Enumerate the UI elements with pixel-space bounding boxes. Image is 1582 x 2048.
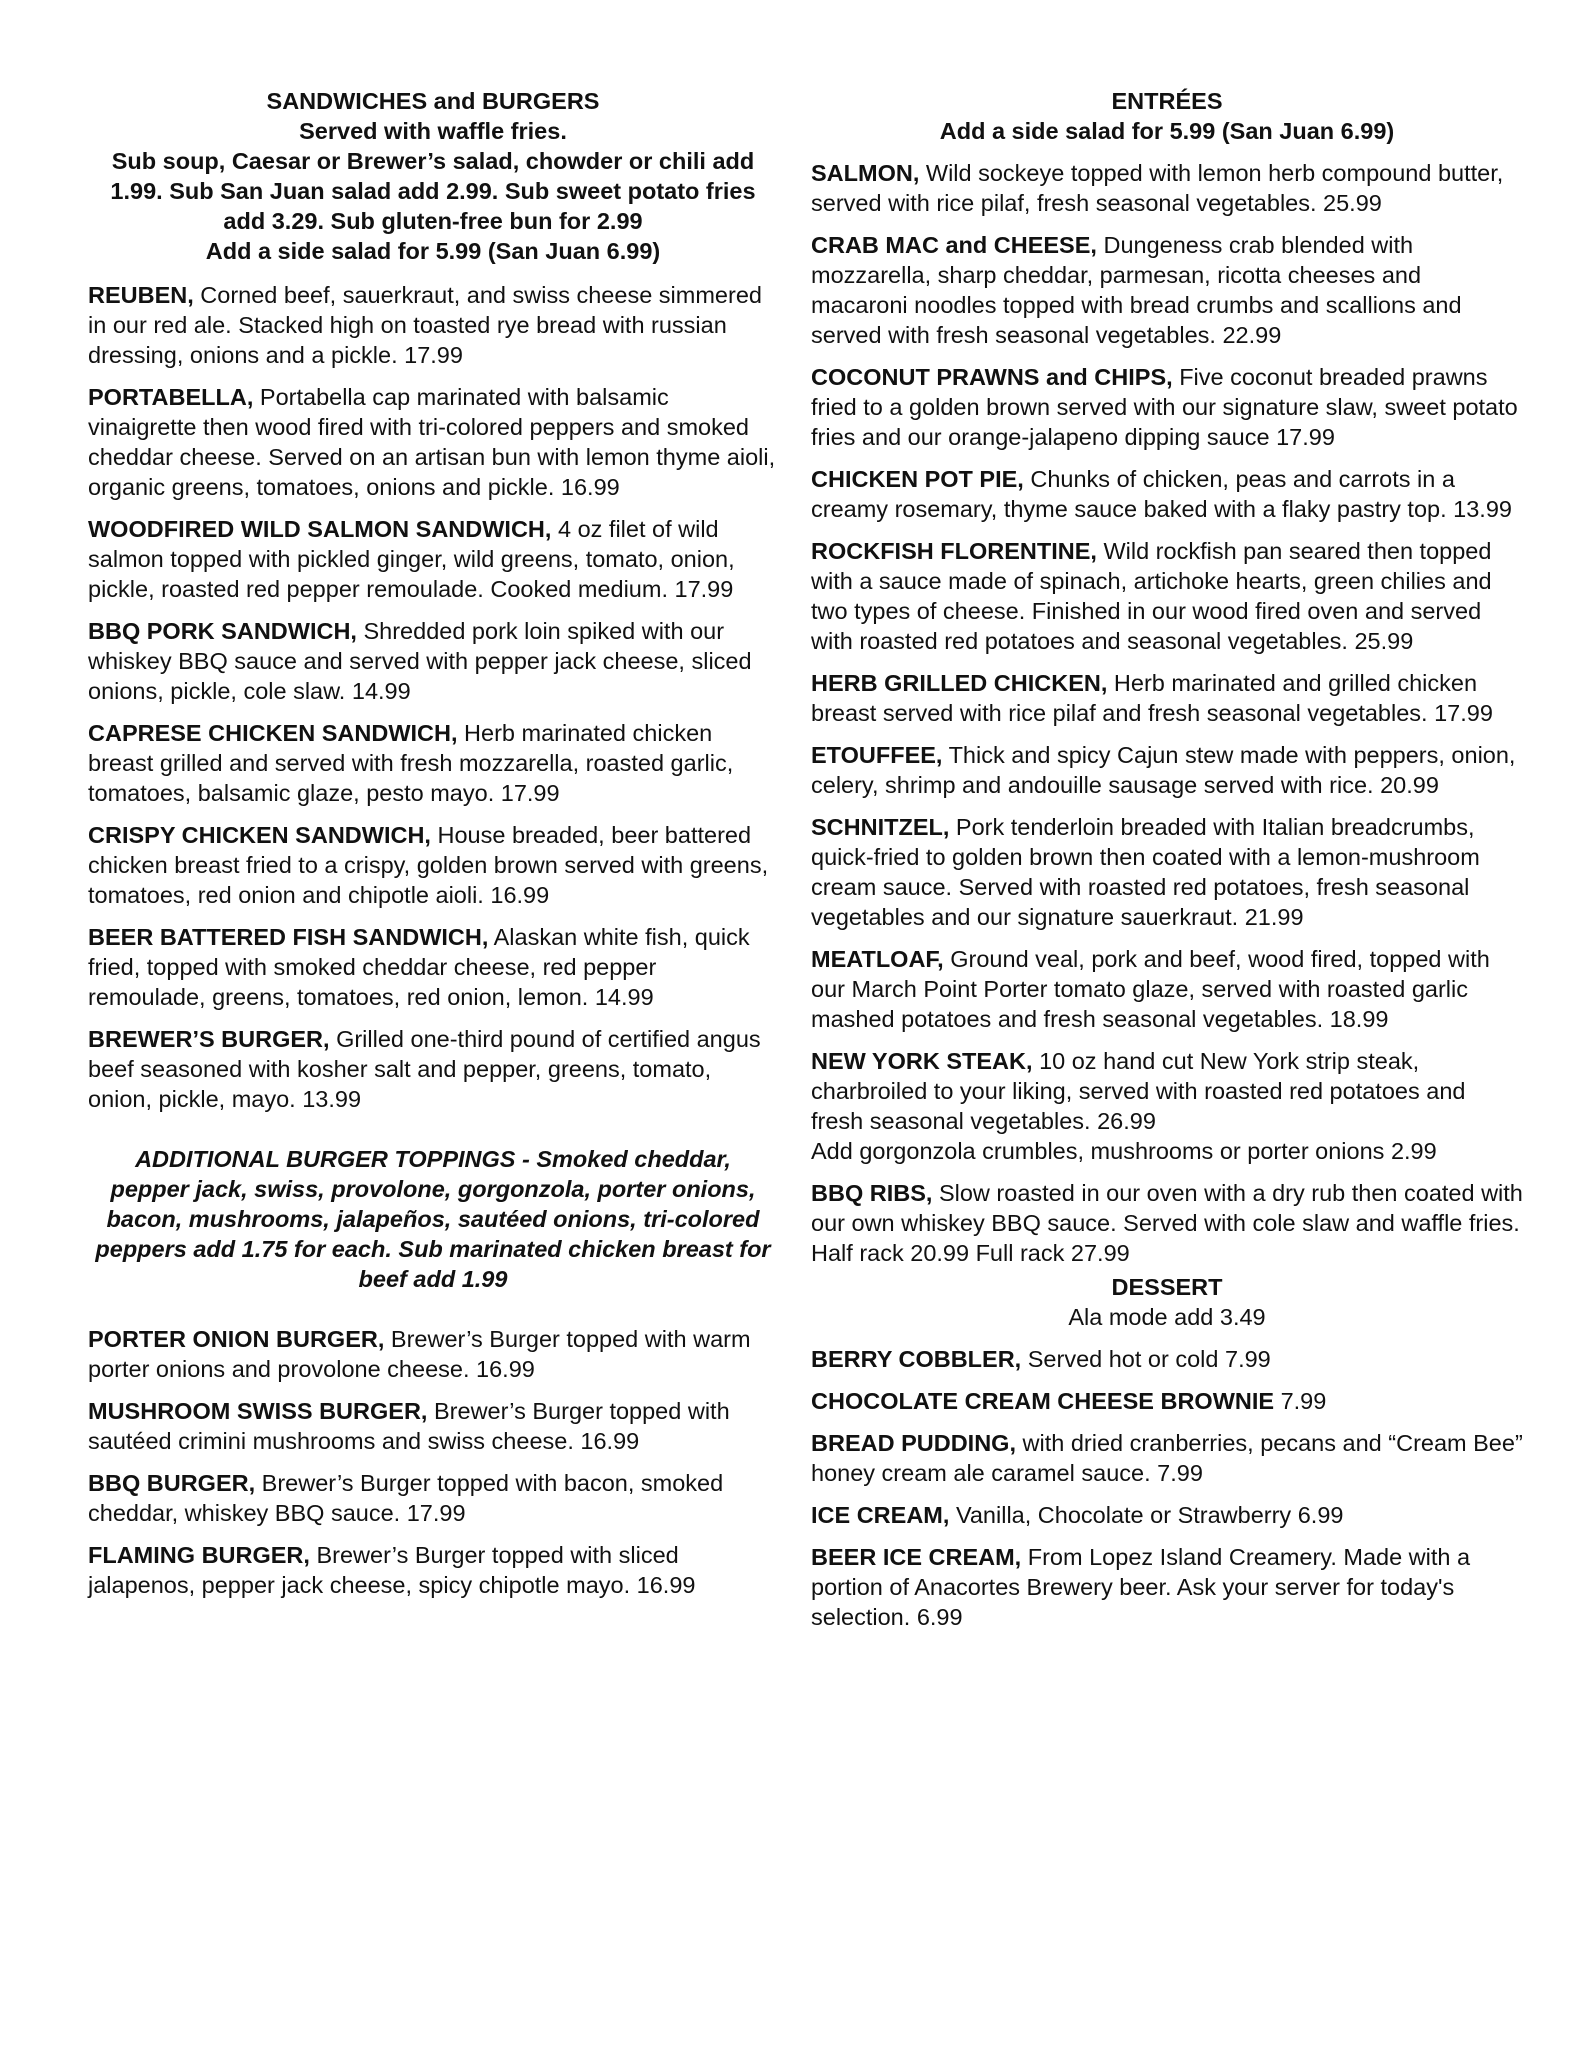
item-desc: Brewer’s Burger topped with sliced jalapenos, pepper jack cheese, spicy chipotle mayo. — [88, 1542, 679, 1598]
item-desc: Five coconut breaded prawns fried to a golden brown served with our signature slaw, sweet potato fries and our orange-jalapeno dipping sauce — [811, 364, 1518, 450]
item-desc: Wild rockfish pan seared then topped with a sauce made of spinach, artichoke hearts, green chilies and two types of cheese. Finished in our wood fired oven and served with roasted red potatoes and seasonal vegetables. — [811, 538, 1492, 654]
menu-item-caprese-chicken — [88, 718, 778, 808]
item-price: 17.99 — [404, 342, 463, 368]
item-desc: Thick and spicy Cajun stew made with peppers, onion, celery, shrimp and andouille sausage served with rice. — [811, 742, 1516, 798]
item-price: 17.99 — [1434, 700, 1493, 726]
item-desc: 4 oz filet of wild salmon topped with pickled ginger, wild greens, tomato, onion, pickle, roasted red pepper remoulade. Cooked medium. — [88, 516, 735, 602]
item-price: 13.99 — [302, 1086, 362, 1112]
sandwiches-side-salad: Add a side salad for 5.99 (San Juan 6.99) — [205, 238, 661, 264]
menu-item-flaming-burger — [88, 1540, 778, 1600]
item-name: BEER BATTERED FISH SANDWICH, — [88, 924, 489, 950]
item-name: PORTER ONION BURGER, — [88, 1326, 385, 1352]
item-name: MUSHROOM SWISS BURGER, — [88, 1398, 428, 1424]
item-name: BREAD PUDDING, — [811, 1430, 1016, 1456]
item-desc: Herb marinated and grilled chicken breast served with rice pilaf and fresh seasonal vegetables. — [811, 670, 1478, 726]
sandwiches-title: SANDWICHES and BURGERS — [266, 88, 600, 114]
item-name: CHOCOLATE CREAM CHEESE BROWNIE — [811, 1388, 1275, 1414]
sandwiches-served-with: Served with waffle fries. — [299, 118, 567, 144]
item-name: CRAB MAC and CHEESE, — [811, 232, 1097, 258]
item-price: 6.99 — [916, 1604, 963, 1630]
menu-item-etouffee — [811, 740, 1523, 800]
menu-item-crab-mac — [811, 230, 1523, 350]
item-name: NEW YORK STEAK, — [811, 1048, 1033, 1074]
burger-toppings-note: ADDITIONAL BURGER TOPPINGS - Smoked cheddar, pepper jack, swiss, provolone, gorgonzola, porter onions, bacon, mushrooms, jalapeños, sautéed onions, tri-colored peppers add 1.75 for each. Sub marinated chicken breast for beef add 1.99 — [95, 1146, 771, 1292]
sandwiches-substitutions: Sub soup, Caesar or Brewer’s salad, chowder or chili add 1.99. Sub San Juan salad add 2.99. Sub sweet potato fries add 3.29. Sub gluten-free bun for 2.99 — [110, 148, 756, 234]
sandwiches-column — [88, 86, 778, 1600]
item-desc: Grilled one-third pound of certified angus beef seasoned with kosher salt and pepper, greens, tomato, onion, pickle, mayo. — [88, 1026, 761, 1112]
item-desc: Dungeness crab blended with mozzarella, sharp cheddar, parmesan, ricotta cheeses and macaroni noodles topped with bread crumbs and scallions and served with fresh seasonal vegetables. — [811, 232, 1462, 348]
menu-item-coconut-prawns — [811, 362, 1523, 452]
burger-list — [88, 1324, 778, 1600]
menu-item-rockfish-florentine — [811, 536, 1523, 656]
item-name: ETOUFFEE, — [811, 742, 943, 768]
item-name: BBQ RIBS, — [811, 1180, 933, 1206]
item-price: 17.99 — [674, 576, 734, 602]
item-name: FLAMING BURGER, — [88, 1542, 310, 1568]
entrees-side-salad: Add a side salad for 5.99 (San Juan 6.99) — [939, 118, 1395, 144]
item-desc: House breaded, beer battered chicken breast fried to a crispy, golden brown served with greens, tomatoes, red onion and chipotle aioli. — [88, 822, 769, 908]
menu-item-bbq-pork — [88, 616, 778, 706]
item-price: 16.99 — [560, 474, 620, 500]
item-desc: Pork tenderloin breaded with Italian breadcrumbs, quick-fried to golden brown then coated with a lemon-mushroom cream sauce. Served with roasted red potatoes, fresh seasonal vegetables and our signature sauerkraut. — [811, 814, 1480, 930]
menu-item-mushroom-swiss-burger — [88, 1396, 778, 1456]
item-name: REUBEN, — [88, 282, 194, 308]
item-desc: Served hot or cold — [1027, 1346, 1219, 1372]
item-name: ROCKFISH FLORENTINE, — [811, 538, 1097, 564]
entrees-header — [811, 86, 1523, 146]
item-price: 7.99 — [1225, 1346, 1271, 1372]
item-price: 6.99 — [1297, 1502, 1344, 1528]
item-name: BREWER’S BURGER, — [88, 1026, 330, 1052]
item-name: CHICKEN POT PIE, — [811, 466, 1024, 492]
item-desc: 10 oz hand cut New York strip steak, charbroiled to your liking, served with roasted red potatoes and fresh seasonal vegetables. — [811, 1048, 1466, 1134]
item-price: 16.99 — [490, 882, 550, 908]
entree-list — [811, 158, 1523, 1268]
menu-item-salmon-sandwich — [88, 514, 778, 604]
menu-item-berry-cobbler — [811, 1344, 1523, 1374]
item-name: WOODFIRED WILD SALMON SANDWICH, — [88, 516, 552, 542]
item-price: 20.99 — [1380, 772, 1439, 798]
item-desc: Brewer’s Burger topped with warm porter onions and provolone cheese. — [88, 1326, 751, 1382]
item-desc: Wild sockeye topped with lemon herb compound butter, served with rice pilaf, fresh seasonal vegetables. — [811, 160, 1504, 216]
item-price: 25.99 — [1323, 190, 1382, 216]
menu-item-fish-sandwich — [88, 922, 778, 1012]
menu-item-herb-grilled-chicken — [811, 668, 1523, 728]
item-desc: Herb marinated chicken breast grilled and served with fresh mozzarella, roasted garlic, tomatoes, balsamic glaze, pesto mayo. — [88, 720, 734, 806]
sandwich-list — [88, 280, 778, 1114]
item-name: CRISPY CHICKEN SANDWICH, — [88, 822, 431, 848]
item-name: HERB GRILLED CHICKEN, — [811, 670, 1108, 696]
dessert-section — [811, 1272, 1523, 1632]
item-price: 16.99 — [636, 1572, 696, 1598]
item-price: 22.99 — [1222, 322, 1282, 348]
item-price: 7.99 — [1280, 1388, 1327, 1414]
item-desc: Portabella cap marinated with balsamic vinaigrette then wood fired with tri-colored peppers and smoked cheddar cheese. Served on an artisan bun with lemon thyme aioli, organic greens, tomatoes, onions and pickle. — [88, 384, 776, 500]
sandwiches-header — [88, 86, 778, 266]
menu-item-crispy-chicken — [88, 820, 778, 910]
item-desc: Brewer’s Burger topped with sautéed crimini mushrooms and swiss cheese. — [88, 1398, 730, 1454]
menu-item-new-york-steak — [811, 1046, 1523, 1166]
menu-item-ice-cream — [811, 1500, 1523, 1530]
entrees-column — [811, 86, 1523, 1632]
item-name: MEATLOAF, — [811, 946, 944, 972]
dessert-title: DESSERT — [1111, 1274, 1223, 1300]
menu-item-bbq-ribs — [811, 1178, 1523, 1268]
item-price: 13.99 — [1453, 496, 1512, 522]
item-price: 14.99 — [351, 678, 411, 704]
item-desc: Ground veal, pork and beef, wood fired, topped with our March Point Porter tomato glaze, served with roasted garlic mashed potatoes and fresh seasonal vegetables. — [811, 946, 1490, 1032]
item-desc: From Lopez Island Creamery. Made with a portion of Anacortes Brewery beer. Ask your server for today's selection. — [811, 1544, 1471, 1630]
item-name: BERRY COBBLER, — [811, 1346, 1022, 1372]
menu-item-reuben — [88, 280, 778, 370]
item-name: PORTABELLA, — [88, 384, 254, 410]
item-desc: Shredded pork loin spiked with our whiskey BBQ sauce and served with pepper jack cheese, sliced onions, pickle, cole slaw. — [88, 618, 752, 704]
item-price: 17.99 — [1276, 424, 1335, 450]
item-desc: Vanilla, Chocolate or Strawberry — [955, 1502, 1292, 1528]
item-desc: Corned beef, sauerkraut, and swiss cheese simmered in our red ale. Stacked high on toasted rye bread with russian dressing, onions and a pickle. — [88, 282, 762, 368]
menu-item-meatloaf — [811, 944, 1523, 1034]
menu-item-portabella — [88, 382, 778, 502]
item-price: 16.99 — [580, 1428, 640, 1454]
item-price: 21.99 — [1244, 904, 1304, 930]
item-price: 25.99 — [1354, 628, 1414, 654]
item-desc: with dried cranberries, pecans and “Cream Bee” honey cream ale caramel sauce. — [811, 1430, 1523, 1486]
dessert-ala-mode: Ala mode add 3.49 — [1068, 1304, 1266, 1330]
item-price: 26.99 — [1097, 1108, 1156, 1134]
item-name: CAPRESE CHICKEN SANDWICH, — [88, 720, 458, 746]
menu-item-brownie — [811, 1386, 1523, 1416]
item-name: BEER ICE CREAM, — [811, 1544, 1022, 1570]
item-price: 17.99 — [500, 780, 560, 806]
item-name: BBQ PORK SANDWICH, — [88, 618, 357, 644]
menu-item-bbq-burger — [88, 1468, 778, 1528]
menu-item-beer-ice-cream — [811, 1542, 1523, 1632]
menu-item-brewers-burger — [88, 1024, 778, 1114]
menu-item-schnitzel — [811, 812, 1523, 932]
item-desc: Alaskan white fish, quick fried, topped with smoked cheddar cheese, red pepper remoulade, greens, tomatoes, red onion, lemon. — [88, 924, 750, 1010]
item-addon-note: Add gorgonzola crumbles, mushrooms or porter onions 2.99 — [811, 1138, 1437, 1164]
item-price: 18.99 — [1329, 1006, 1389, 1032]
item-price: 7.99 — [1157, 1460, 1203, 1486]
menu-item-salmon — [811, 158, 1523, 218]
entrees-title: ENTRÉES — [1111, 88, 1223, 114]
item-name: COCONUT PRAWNS and CHIPS, — [811, 364, 1173, 390]
menu-item-chicken-pot-pie — [811, 464, 1523, 524]
item-price: 14.99 — [594, 984, 654, 1010]
item-name: BBQ BURGER, — [88, 1470, 256, 1496]
item-name: ICE CREAM, — [811, 1502, 950, 1528]
item-name: SALMON, — [811, 160, 920, 186]
item-desc: Brewer’s Burger topped with bacon, smoked cheddar, whiskey BBQ sauce. — [88, 1470, 724, 1526]
item-desc: Chunks of chicken, peas and carrots in a creamy rosemary, thyme sauce baked with a flaky pastry top. — [811, 466, 1455, 522]
item-desc: Slow roasted in our oven with a dry rub then coated with our own whiskey BBQ sauce. Served with cole slaw and waffle fries. Half rack 20.99 Full rack 27.99 — [811, 1180, 1523, 1266]
item-price: 16.99 — [476, 1356, 535, 1382]
menu-item-porter-onion-burger — [88, 1324, 778, 1384]
item-price: 17.99 — [406, 1500, 466, 1526]
item-name: SCHNITZEL, — [811, 814, 950, 840]
menu-item-bread-pudding — [811, 1428, 1523, 1488]
